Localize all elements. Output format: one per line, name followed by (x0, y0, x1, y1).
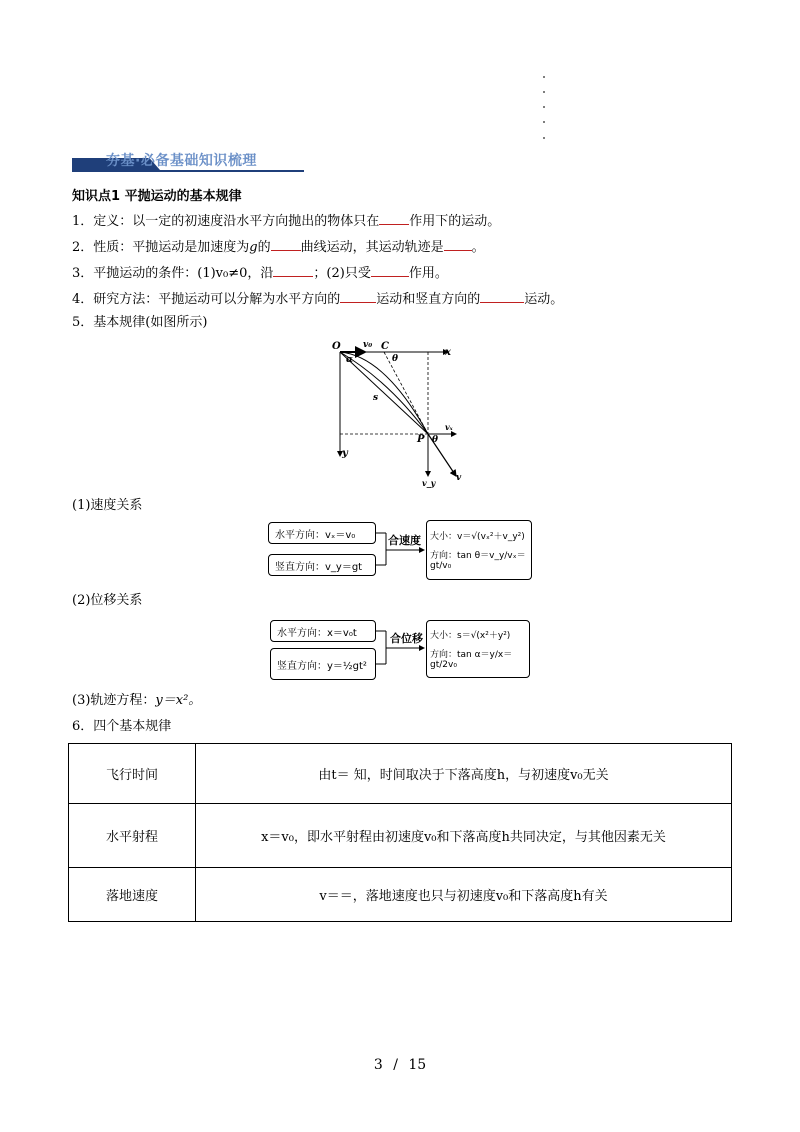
velocity-horizontal-box: 水平方向：vₓ＝v₀ (268, 522, 376, 544)
label-vx: vₓ (445, 422, 453, 432)
label-s: s (373, 393, 379, 403)
velocity-result-box (426, 520, 532, 580)
fill-blank[interactable] (371, 262, 409, 277)
rule-name: 飞行时间 (69, 744, 196, 804)
rules-table (68, 743, 732, 922)
item-4-text: 4．研究方法：平抛运动可以分解为水平方向的 (72, 292, 341, 307)
item-basic-rules: 5．基本规律(如图所示) (72, 315, 208, 330)
item-definition (72, 210, 500, 231)
table-row (69, 804, 732, 868)
fill-blank[interactable] (379, 210, 409, 225)
projectile-diagram (330, 334, 470, 492)
item-4-mid: 运动和竖直方向的 (376, 292, 481, 307)
item-2-text: 2．性质：平抛运动是加速度为 (72, 240, 250, 255)
item-3-end: 作用。 (408, 266, 448, 281)
item-2-end: 。 (471, 240, 485, 255)
velocity-title: (1)速度关系 (72, 498, 143, 513)
fill-blank[interactable] (273, 262, 313, 277)
label-vy: v_y (422, 478, 436, 488)
rule-name: 落地速度 (69, 868, 196, 922)
item-4-end: 运动。 (524, 292, 564, 307)
item-method (72, 288, 563, 309)
velocity-magnitude: 大小：v＝√(vₓ²＋v_y²) (430, 532, 525, 542)
displacement-result-box (426, 620, 530, 678)
rule-text: 由t＝ 知，时间取决于下落高度h，与初速度v₀无关 (196, 744, 732, 804)
item-1-text-end: 作用下的运动。 (409, 214, 501, 229)
label-theta-p: θ (432, 435, 439, 445)
section-banner (72, 150, 304, 172)
fill-blank[interactable] (340, 288, 376, 303)
velocity-merge-lines (376, 520, 426, 582)
label-x: x (445, 347, 451, 358)
displacement-direction: 方向：tan α＝y/x＝gt/2v₀ (430, 650, 513, 670)
velocity-vertical-box: 竖直方向：v_y＝gt (268, 554, 376, 576)
item-2-mid1: 的 (257, 240, 271, 255)
velocity-direction: 方向：tan θ＝v_y/vₓ＝gt/v₀ (430, 551, 526, 571)
fill-blank[interactable] (480, 288, 524, 303)
page-separator: / (393, 1057, 398, 1073)
table-row (69, 744, 732, 804)
page-total: 15 (408, 1057, 427, 1073)
displacement-diagram (270, 618, 534, 684)
label-O: O (332, 341, 341, 352)
rule-name: 水平射程 (69, 804, 196, 868)
displacement-magnitude: 大小：s＝√(x²＋y²) (430, 631, 511, 641)
fill-blank[interactable] (271, 236, 301, 251)
displacement-title: (2)位移关系 (72, 593, 143, 608)
displacement-vertical-box: 竖直方向：y＝½gt² (270, 648, 376, 680)
displacement-horizontal-box: 水平方向：x＝v₀t (270, 620, 376, 642)
item-2-mid2: 曲线运动，其运动轨迹是 (300, 240, 444, 255)
label-C: C (381, 341, 389, 352)
banner-underline (72, 170, 304, 172)
rule-text: v＝＝，落地速度也只与初速度v₀和下落高度h有关 (196, 868, 732, 922)
trajectory-equation (72, 692, 201, 710)
label-theta-top: θ (392, 354, 399, 364)
displacement-s (340, 352, 428, 434)
knowledge-heading: 知识点1 平抛运动的基本规律 (72, 189, 242, 204)
item-1-text: 1．定义：以一定的初速度沿水平方向抛出的物体只在 (72, 214, 380, 229)
item-property (72, 236, 485, 257)
label-alpha: α (346, 355, 353, 365)
label-P: P (417, 434, 425, 445)
label-v: v (456, 473, 462, 483)
banner-title: 夯基·必备基础知识梳理 (106, 153, 257, 169)
displacement-merge-lines (376, 618, 426, 684)
trajectory-formula: y＝x²。 (155, 693, 202, 708)
label-y: y (342, 448, 348, 459)
item-3-mid: ；(2)只受 (313, 266, 371, 281)
rules-title: 6．四个基本规律 (72, 719, 172, 734)
page-number: 3 (373, 1057, 383, 1073)
table-row (69, 868, 732, 922)
rule-text: x＝v₀，即水平射程由初速度v₀和下落高度h共同决定，与其他因素无关 (196, 804, 732, 868)
label-v0: v₀ (363, 340, 373, 350)
symbol-g: g (249, 240, 258, 255)
velocity-diagram (268, 520, 532, 582)
item-3-text: 3．平抛运动的条件：(1)v₀≠0，沿 (72, 266, 274, 281)
velocity-merge-label: 合速度 (388, 534, 421, 547)
fill-blank[interactable] (444, 236, 472, 251)
trajectory-label: (3)轨迹方程： (72, 693, 156, 708)
displacement-merge-label: 合位移 (390, 632, 423, 645)
page-footer (0, 1057, 800, 1073)
item-condition (72, 262, 448, 283)
